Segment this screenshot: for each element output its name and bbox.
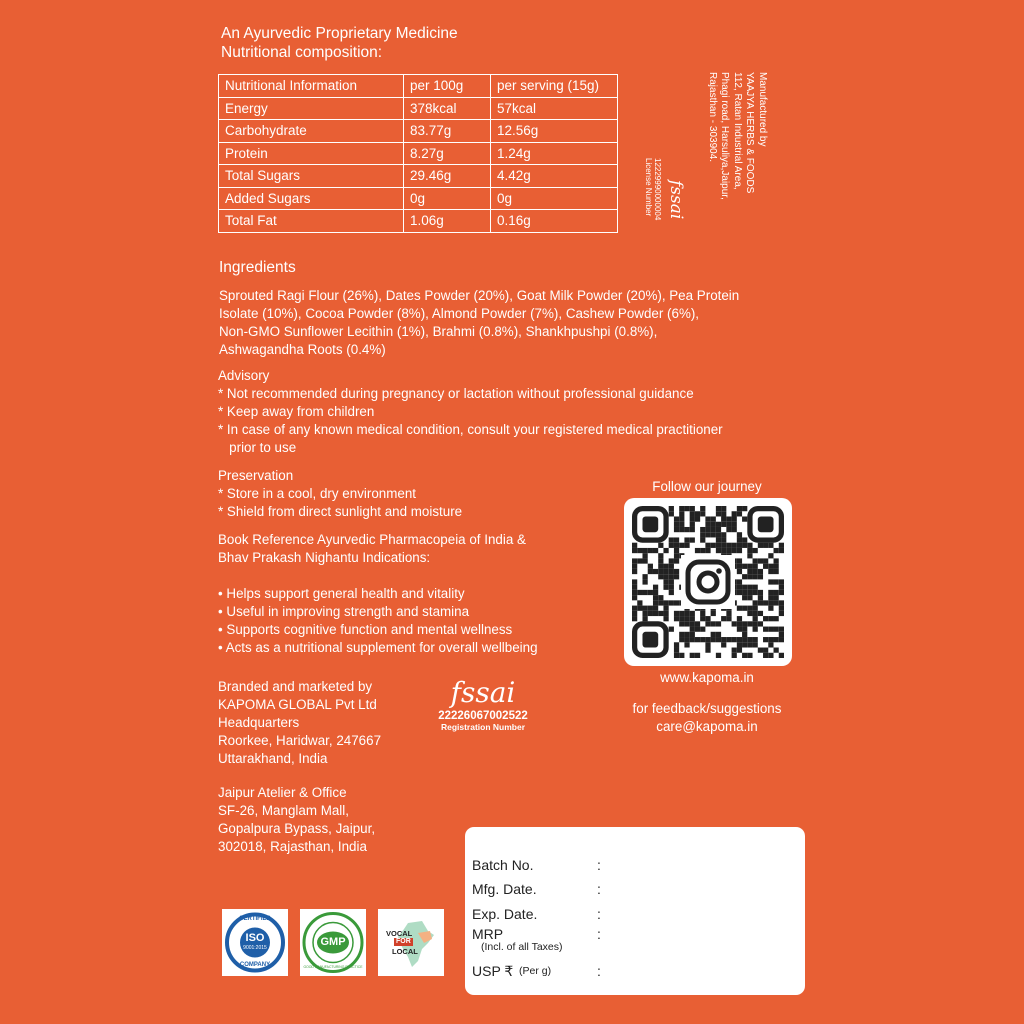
table-cell: Total Sugars bbox=[219, 165, 404, 188]
table-cell: 12.56g bbox=[491, 120, 618, 143]
table-row bbox=[219, 210, 618, 233]
atelier-section bbox=[218, 784, 375, 856]
table-cell: 0g bbox=[404, 187, 491, 210]
colon: : bbox=[597, 926, 601, 942]
manufacturer-line: YAAJYA HERBS & FOODS bbox=[744, 72, 756, 194]
branding-line: Branded and marketed by bbox=[218, 679, 373, 694]
mrp-note: (Incl. of all Taxes) bbox=[481, 941, 563, 953]
batch-details-box bbox=[465, 827, 805, 995]
table-cell: Total Fat bbox=[219, 210, 404, 233]
ingredients-line: Sprouted Ragi Flour (26%), Dates Powder (20%), Goat Milk Powder (20%), Pea Protein bbox=[219, 288, 740, 303]
atelier-line: SF-26, Manglam Mall, bbox=[218, 803, 349, 818]
indication-item: • Acts as a nutritional supplement for overall wellbeing bbox=[218, 640, 538, 655]
table-row bbox=[219, 120, 618, 143]
table-cell: Added Sugars bbox=[219, 187, 404, 210]
gmp-badge bbox=[300, 909, 366, 976]
fssai-number: 22226067002522 bbox=[438, 710, 528, 722]
table-cell: 1.06g bbox=[404, 210, 491, 233]
usp-label: USP ₹ bbox=[472, 963, 514, 979]
feedback-label: for feedback/suggestions bbox=[632, 701, 782, 716]
follow-label: Follow our journey bbox=[652, 479, 762, 494]
table-cell: 57kcal bbox=[491, 97, 618, 120]
header bbox=[221, 24, 458, 62]
manufacturer-lines bbox=[706, 72, 769, 200]
mfg-date-label: Mfg. Date. bbox=[472, 881, 537, 897]
ingredients-line: Non-GMO Sunflower Lecithin (1%), Brahmi (0.8%), Shankhpushpi (0.8%), bbox=[219, 324, 658, 339]
iso-std-text: 9001:2015 bbox=[243, 945, 267, 951]
colon: : bbox=[597, 881, 601, 897]
preservation-title: Preservation bbox=[218, 468, 294, 483]
branding-line: Headquarters bbox=[218, 715, 300, 730]
license-label: License Number bbox=[644, 158, 653, 217]
preservation-section bbox=[218, 467, 462, 521]
header-subtitle: Nutritional composition: bbox=[221, 44, 383, 61]
table-cell: 378kcal bbox=[404, 97, 491, 120]
advisory-line: prior to use bbox=[218, 440, 297, 455]
manufacturer-line: Manufactured by bbox=[757, 72, 768, 147]
table-row bbox=[219, 187, 618, 210]
reference-section bbox=[218, 531, 538, 657]
table-header-row bbox=[219, 75, 618, 98]
colon: : bbox=[597, 857, 601, 873]
table-header-cell: per serving (15g) bbox=[491, 75, 618, 98]
advisory-line: * Not recommended during pregnancy or lactation without professional guidance bbox=[218, 386, 694, 401]
atelier-line: 302018, Rajasthan, India bbox=[218, 839, 367, 854]
ingredients-line: Isolate (10%), Cocoa Powder (8%), Almond Powder (7%), Cashew Powder (6%), bbox=[219, 306, 700, 321]
vocal-text: VOCAL bbox=[386, 929, 413, 938]
iso-badge bbox=[222, 909, 288, 976]
branding-line: Roorkee, Haridwar, 247667 bbox=[218, 733, 382, 748]
table-row bbox=[219, 142, 618, 165]
nutrition-table bbox=[218, 74, 618, 233]
fssai-registration bbox=[426, 678, 540, 732]
preservation-line: * Store in a cool, dry environment bbox=[218, 486, 416, 501]
table-header-cell: Nutritional Information bbox=[219, 75, 404, 98]
mrp-label: MRP bbox=[472, 926, 504, 942]
table-row bbox=[219, 97, 618, 120]
advisory-title: Advisory bbox=[218, 368, 270, 383]
branding-line: Uttarakhand, India bbox=[218, 751, 328, 766]
advisory-line: * Keep away from children bbox=[218, 404, 375, 419]
iso-main-text: ISO bbox=[245, 932, 265, 944]
reference-line: Book Reference Ayurvedic Pharmacopeia of India & bbox=[218, 532, 526, 547]
indication-item: • Helps support general health and vitality bbox=[218, 586, 465, 601]
manufacturer-line: 112, Ratan Industrial Area, bbox=[732, 72, 743, 190]
table-cell: 8.27g bbox=[404, 142, 491, 165]
branding-line: KAPOMA GLOBAL Pvt Ltd bbox=[218, 697, 377, 712]
table-header-cell: per 100g bbox=[404, 75, 491, 98]
ingredients-text bbox=[219, 287, 739, 359]
qr-code[interactable] bbox=[624, 498, 792, 666]
table-cell: 29.46g bbox=[404, 165, 491, 188]
gmp-main-text: GMP bbox=[320, 936, 346, 948]
ingredients-line: Ashwagandha Roots (0.4%) bbox=[219, 342, 386, 357]
gmp-ring-text: GOOD MANUFACTURING PRACTICE bbox=[303, 965, 363, 969]
batch-no-label: Batch No. bbox=[472, 857, 534, 873]
license-info bbox=[644, 158, 662, 220]
table-cell: Protein bbox=[219, 142, 404, 165]
advisory-line: * In case of any known medical condition, consult your registered medical practitioner bbox=[218, 422, 723, 437]
atelier-line: Jaipur Atelier & Office bbox=[218, 785, 347, 800]
table-cell: 1.24g bbox=[491, 142, 618, 165]
manufacturer-line: Rajasthan - 303904. bbox=[707, 72, 718, 163]
license-number: 12229990000004 bbox=[653, 158, 662, 221]
website-link[interactable]: www.kapoma.in bbox=[660, 670, 754, 685]
indication-item: • Useful in improving strength and stamina bbox=[218, 604, 470, 619]
instagram-icon-holder bbox=[681, 555, 735, 609]
for-text: FOR bbox=[396, 938, 411, 945]
fssai-label: Registration Number bbox=[440, 722, 526, 732]
branding-section bbox=[218, 678, 381, 768]
header-title: An Ayurvedic Proprietary Medicine bbox=[221, 25, 458, 42]
preservation-line: * Shield from direct sunlight and moisture bbox=[218, 504, 463, 519]
ingredients-section bbox=[219, 259, 739, 359]
fssai-logo-small: fssai bbox=[666, 180, 686, 220]
exp-date-label: Exp. Date. bbox=[472, 906, 538, 922]
table-row bbox=[219, 165, 618, 188]
usp-note: (Per g) bbox=[519, 965, 552, 977]
reference-line: Bhav Prakash Nighantu Indications: bbox=[218, 550, 431, 565]
fssai-logo: fssai bbox=[450, 676, 516, 709]
indication-item: • Supports cognitive function and mental wellness bbox=[218, 622, 513, 637]
atelier-line: Gopalpura Bypass, Jaipur, bbox=[218, 821, 376, 836]
table-cell: 0.16g bbox=[491, 210, 618, 233]
iso-top-text: CERTIFIED bbox=[239, 916, 271, 922]
local-text: LOCAL bbox=[392, 947, 418, 956]
colon: : bbox=[597, 906, 601, 922]
table-cell: 4.42g bbox=[491, 165, 618, 188]
colon: : bbox=[597, 963, 601, 979]
table-cell: Carbohydrate bbox=[219, 120, 404, 143]
manufacturer-line: Phagi road, Harsuliya,Jaipur, bbox=[719, 72, 731, 200]
table-cell: 0g bbox=[491, 187, 618, 210]
ingredients-title: Ingredients bbox=[219, 259, 296, 276]
manufacturer-block bbox=[640, 70, 790, 260]
email-link[interactable]: care@kapoma.in bbox=[656, 719, 758, 734]
table-cell: Energy bbox=[219, 97, 404, 120]
instagram-icon bbox=[681, 555, 735, 609]
table-cell: 83.77g bbox=[404, 120, 491, 143]
vocal-for-local-badge bbox=[378, 909, 444, 976]
iso-bottom-text: COMPANY bbox=[239, 962, 271, 968]
advisory-section bbox=[218, 367, 723, 457]
